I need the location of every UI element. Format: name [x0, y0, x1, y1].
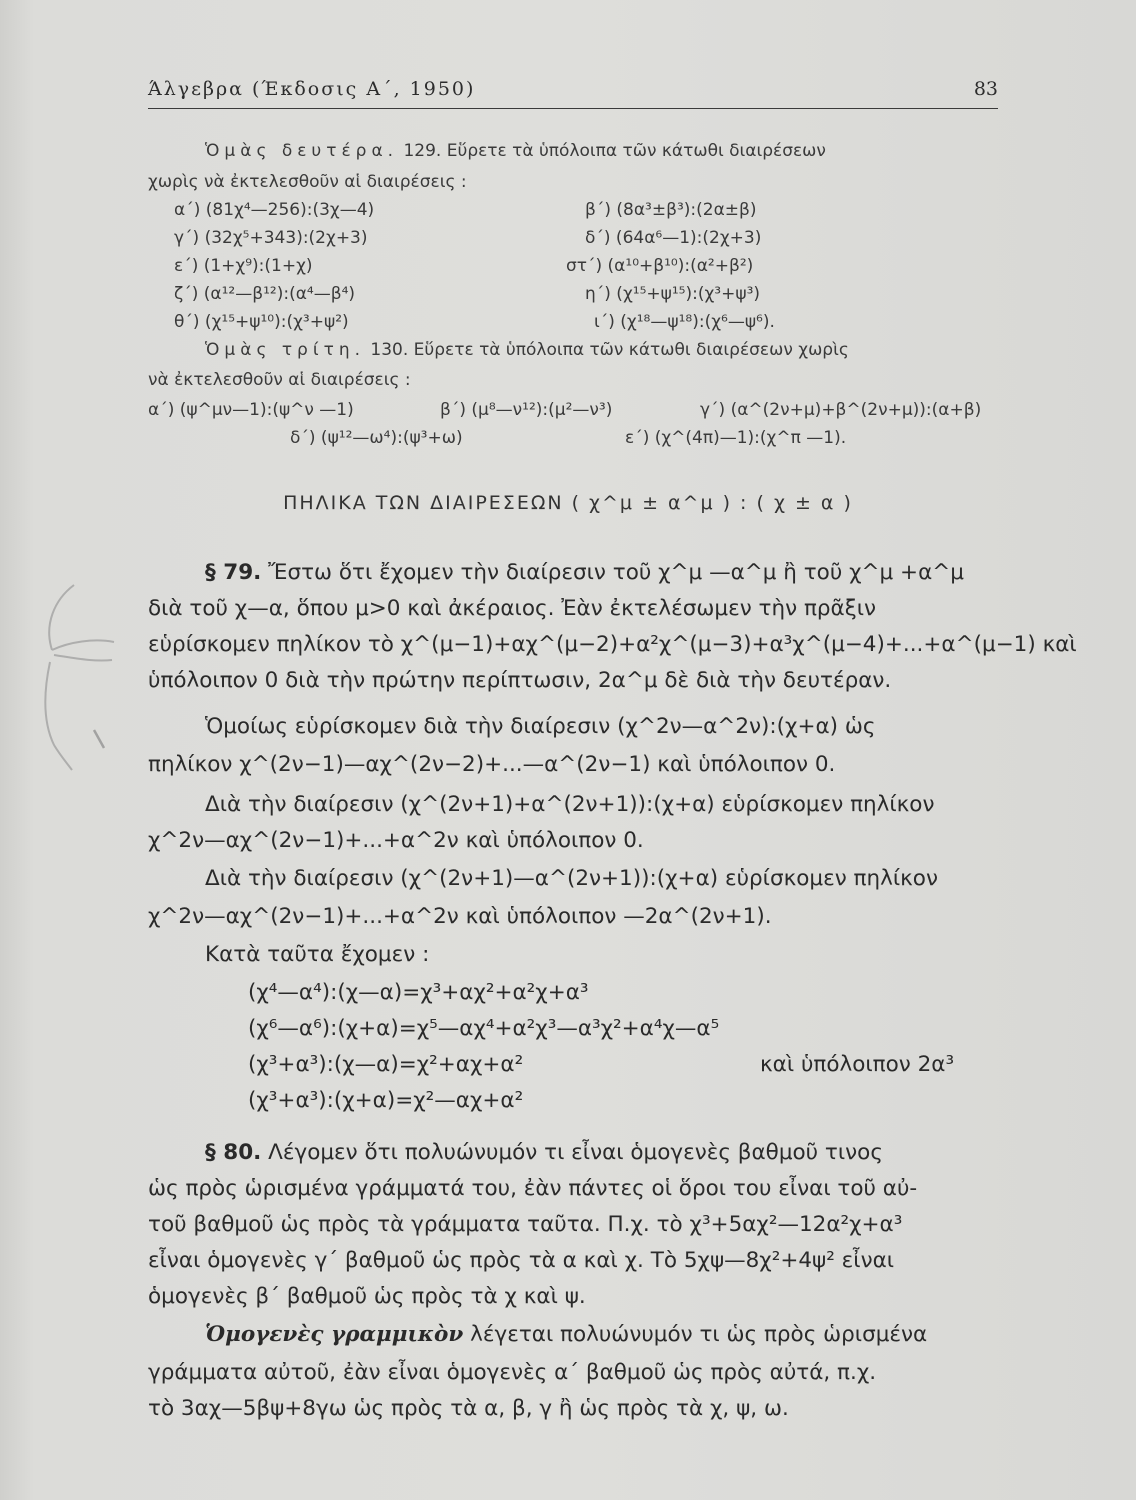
paragraph-80-line: τοῦ βαθμοῦ ὡς πρὸς τὰ γράμματα ταῦτα. Π.χ. τὸ χ³+5αχ²—12α²χ+α³ [148, 1212, 903, 1237]
exercise-item: α΄) (ψ^μν—1):(ψ^ν —1) [148, 400, 354, 420]
exercise-item: β΄) (μ⁸—ν¹²):(μ²—ν³) [440, 400, 613, 420]
equation: (χ³+α³):(χ—α)=χ²+αχ+α² [248, 1052, 524, 1077]
section-mark: § 80. [205, 1140, 262, 1165]
paragraph-80-line: τὸ 3αχ—5βψ+8γω ὡς πρὸς τὰ α, β, γ ἢ ὡς πρὸς τὰ χ, ψ, ω. [148, 1396, 789, 1421]
exercise-group-label: Ὁμὰς τρίτη. [205, 340, 366, 360]
paragraph-80-line [205, 1140, 883, 1165]
exercise-item: ι΄) (χ¹⁸—ψ¹⁸):(χ⁶—ψ⁶). [594, 312, 775, 332]
exercise-item: γ΄) (α^(2ν+μ)+β^(2ν+μ)):(α+β) [700, 400, 982, 420]
equation-note: καὶ ὑπόλοιπον 2α³ [760, 1052, 955, 1077]
paragraph-79-line: εὑρίσκομεν πηλίκον τὸ χ^(μ−1)+αχ^(μ−2)+α²χ^(μ−3)+α³χ^(μ−4)+...+α^(μ−1) καὶ [148, 632, 1077, 657]
paragraph-80-line: γράμματα αὐτοῦ, ἐὰν εἶναι ὁμογενὲς α΄ βαθμοῦ ὡς πρὸς αὐτά, π.χ. [148, 1360, 877, 1385]
paragraph-79-line: διὰ τοῦ χ—α, ὅπου μ>0 καὶ ἀκέραιος. Ἐὰν ἐκτελέσωμεν τὴν πρᾶξιν [148, 596, 876, 621]
paragraph-80-line: ὁμογενὲς β΄ βαθμοῦ ὡς πρὸς τὰ χ καὶ ψ. [148, 1284, 586, 1309]
paragraph-79-line: Κατὰ ταῦτα ἔχομεν : [205, 942, 430, 967]
exercise-130-intro [205, 340, 849, 360]
exercise-item: στ΄) (α¹⁰+β¹⁰):(α²+β²) [566, 256, 754, 276]
paragraph-text: Ἔστω ὅτι ἔχομεν τὴν διαίρεσιν τοῦ χ^μ —α^μ ἢ τοῦ χ^μ +α^μ [268, 560, 964, 585]
section-heading: ΠΗΛΙΚΑ ΤΩΝ ΔΙΑΙΡΕΣΕΩΝ ( χ^μ ± α^μ ) : ( χ ± α ) [283, 492, 853, 514]
exercise-item: β΄) (8α³±β³):(2α±β) [585, 200, 757, 220]
equation: (χ³+α³):(χ+α)=χ²—αχ+α² [248, 1088, 524, 1113]
exercise-item: η΄) (χ¹⁵+ψ¹⁵):(χ³+ψ³) [585, 284, 761, 304]
paragraph-79-line: Διὰ τὴν διαίρεσιν (χ^(2ν+1)+α^(2ν+1)):(χ+α) εὑρίσκομεν πηλίκον [205, 792, 935, 817]
paragraph-79-line: Ὁμοίως εὑρίσκομεν διὰ τὴν διαίρεσιν (χ^2ν—α^2ν):(χ+α) ὡς [205, 714, 876, 739]
exercise-item: θ΄) (χ¹⁵+ψ¹⁰):(χ³+ψ²) [174, 312, 349, 332]
section-mark: § 79. [205, 560, 262, 585]
paragraph-80-line [205, 1322, 927, 1347]
running-header [148, 78, 998, 109]
paragraph-80-line: εἶναι ὁμογενὲς γ΄ βαθμοῦ ὡς πρὸς τὰ α καὶ χ. Τὸ 5χψ—8χ²+4ψ² εἶναι [148, 1248, 895, 1273]
exercise-group-label: Ὁμὰς δευτέρα. [205, 141, 399, 161]
exercise-item: δ΄) (ψ¹²—ω⁴):(ψ³+ω) [290, 428, 463, 448]
paragraph-80-line: ὡς πρὸς ὡρισμένα γράμματά του, ἐὰν πάντες οἱ ὅροι του εἶναι τοῦ αὐ- [148, 1176, 918, 1201]
exercise-item: δ΄) (64α⁶—1):(2χ+3) [585, 228, 762, 248]
exercise-intro-text: 130. Εὕρετε τὰ ὑπόλοιπα τῶν κάτωθι διαιρέσεων χωρὶς [370, 340, 849, 360]
equation: (χ⁴—α⁴):(χ—α)=χ³+αχ²+α²χ+α³ [248, 980, 589, 1005]
paragraph-79-line: ὑπόλοιπον 0 διὰ τὴν πρώτην περίπτωσιν, 2α^μ δὲ διὰ τὴν δευτέραν. [148, 668, 892, 693]
exercise-item: ε΄) (1+χ⁹):(1+χ) [174, 256, 313, 276]
paragraph-79-line [205, 560, 964, 585]
paragraph-79-line: χ^2ν—αχ^(2ν−1)+...+α^2ν καὶ ὑπόλοιπον 0. [148, 828, 644, 853]
header-title: Άλγεβρα (Έκδοσις Α΄, 1950) [148, 78, 476, 100]
exercise-item: α΄) (81χ⁴—256):(3χ—4) [174, 200, 375, 220]
exercise-intro-text: 129. Εὕρετε τὰ ὑπόλοιπα τῶν κάτωθι διαιρέσεων [403, 141, 826, 161]
pencil-sketch-icon [14, 580, 134, 780]
exercise-129-intro [205, 141, 826, 161]
exercise-item: ζ΄) (α¹²—β¹²):(α⁴—β⁴) [174, 284, 356, 304]
defined-term: Ὁμογενὲς γραμμικὸν [205, 1322, 464, 1347]
paragraph-text: λέγεται πολυώνυμόν τι ὡς πρὸς ὡρισμένα [463, 1322, 928, 1347]
page-number: 83 [973, 78, 998, 100]
equation: (χ⁶—α⁶):(χ+α)=χ⁵—αχ⁴+α²χ³—α³χ²+α⁴χ—α⁵ [248, 1016, 720, 1041]
exercise-item: γ΄) (32χ⁵+343):(2χ+3) [174, 228, 368, 248]
paragraph-79-line: χ^2ν—αχ^(2ν−1)+...+α^2ν καὶ ὑπόλοιπον —2α^(2ν+1). [148, 904, 772, 929]
paragraph-79-line: πηλίκον χ^(2ν−1)—αχ^(2ν−2)+...—α^(2ν−1) καὶ ὑπόλοιπον 0. [148, 752, 836, 777]
paragraph-text: Λέγομεν ὅτι πολυώνυμόν τι εἶναι ὁμογενὲς βαθμοῦ τινος [268, 1140, 883, 1165]
exercise-item: ε΄) (χ^(4π)—1):(χ^π —1). [625, 428, 847, 448]
exercise-129-intro-cont: χωρὶς νὰ ἐκτελεσθοῦν αἱ διαιρέσεις : [148, 172, 467, 192]
paragraph-79-line: Διὰ τὴν διαίρεσιν (χ^(2ν+1)—α^(2ν+1)):(χ+α) εὑρίσκομεν πηλίκον [205, 866, 938, 891]
exercise-130-intro-cont: νὰ ἐκτελεσθοῦν αἱ διαιρέσεις : [148, 370, 411, 390]
